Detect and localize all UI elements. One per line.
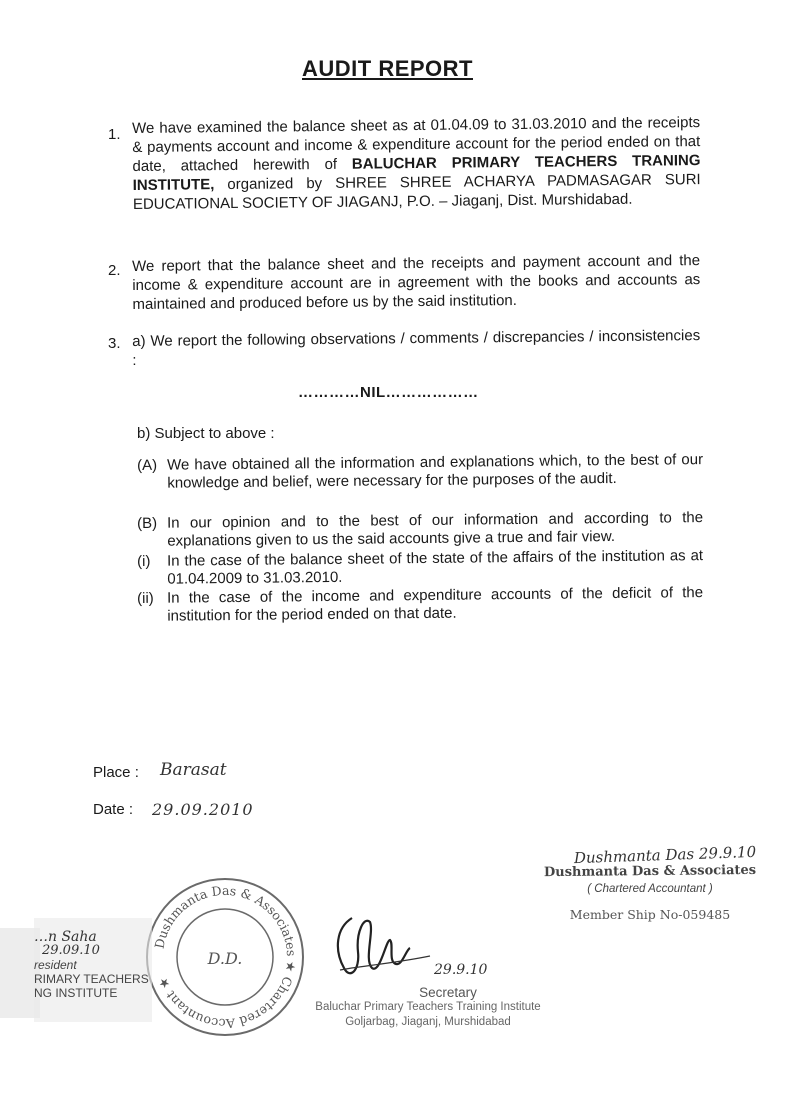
item-3-number: 3. <box>108 335 121 352</box>
seal-ring-text: Dushmanta Das & Associates ★ Chartered Accountant ★ <box>151 882 300 1032</box>
auditor-firm-name: Dushmanta Das & Associates <box>543 862 757 881</box>
page-title: AUDIT REPORT <box>302 56 473 81</box>
seal-center-initials: D.D. <box>207 949 243 968</box>
president-org-line2: NG INSTITUTE <box>34 986 118 1000</box>
president-signature-date: 29.09.10 <box>42 943 100 958</box>
secretary-org-line1: Baluchar Primary Teachers Training Institute <box>315 1001 541 1013</box>
clause-b <box>137 509 707 551</box>
item-1-number: 1. <box>108 126 121 143</box>
secretary-block <box>308 985 548 1030</box>
president-org-line1: RIMARY TEACHERS <box>34 972 149 986</box>
item-2-number: 2. <box>108 262 121 279</box>
nil-line: …………NIL……………… <box>298 384 479 401</box>
clause-text: In the case of the balance sheet of the state of the affairs of the institution as at 01.04.2009 to 31.03.2010. <box>166 547 704 588</box>
item-1-text-a: We have examined the balance sheet as at 01.04.09 to 31.03.2010 and the receipts & payments account and income & expenditure account for the period ended on that date, attached herewith of <box>132 114 701 175</box>
item-1-institute-name: BALUCHAR PRIMARY TEACHERS TRANING INSTITUTE, <box>132 152 701 194</box>
clause-label: (A) <box>137 456 158 474</box>
item-1-paragraph <box>132 113 701 214</box>
auditor-role: ( Chartered Accountant ) <box>587 883 713 895</box>
secretary-title: Secretary <box>419 985 477 1000</box>
clause-ii <box>137 584 707 626</box>
place-value: Barasat <box>160 760 227 780</box>
secretary-org-line2: Goljarbag, Jiaganj, Murshidabad <box>345 1016 511 1028</box>
clause-i <box>137 547 707 589</box>
date-value: 29.09.2010 <box>152 800 254 819</box>
auditor-seal-stamp <box>140 872 310 1042</box>
clause-text: In our opinion and to the best of our information and according to the explanations given to us the said accounts give a true and fair view. <box>166 509 704 550</box>
clause-label: (i) <box>137 552 151 570</box>
place-label: Place : <box>93 764 139 781</box>
clause-a <box>137 451 707 493</box>
president-block <box>34 930 149 1000</box>
secretary-signature-scribble <box>330 910 440 985</box>
president-role: resident <box>34 958 77 972</box>
subject-heading: b) Subject to above : <box>137 425 275 442</box>
president-signature: …n Saha <box>34 929 97 945</box>
auditor-membership-number: Member Ship No-059485 <box>569 907 731 922</box>
clause-text: In the case of the income and expenditure accounts of the deficit of the institution for the period ended on that date. <box>166 584 704 625</box>
item-2-paragraph: We report that the balance sheet and the receipts and payment account and the income & expenditure account are in agreement with the books and accounts as maintained and produced before us by the said institution. <box>132 252 701 313</box>
item-3-paragraph: a) We report the following observations / comments / discrepancies / inconsistencies : <box>132 327 701 369</box>
secretary-signature-date: 29.9.10 <box>434 962 488 978</box>
clause-text: We have obtained all the information and explanations which, to the best of our knowledge and belief, were necessary for the purposes of the audit. <box>166 451 704 492</box>
clause-label: (B) <box>137 514 158 532</box>
date-label: Date : <box>93 801 134 818</box>
auditor-signature: Dushmanta Das 29.9.10 <box>573 842 757 868</box>
item-1-text-b: organized by SHREE SHREE ACHARYA PADMASAGAR SURI EDUCATIONAL SOCIETY OF JIAGANJ, P.O. – Jiaganj, Dist. Murshidabad. <box>132 171 701 213</box>
auditor-signature-block <box>520 842 780 922</box>
clause-label: (ii) <box>137 589 154 607</box>
